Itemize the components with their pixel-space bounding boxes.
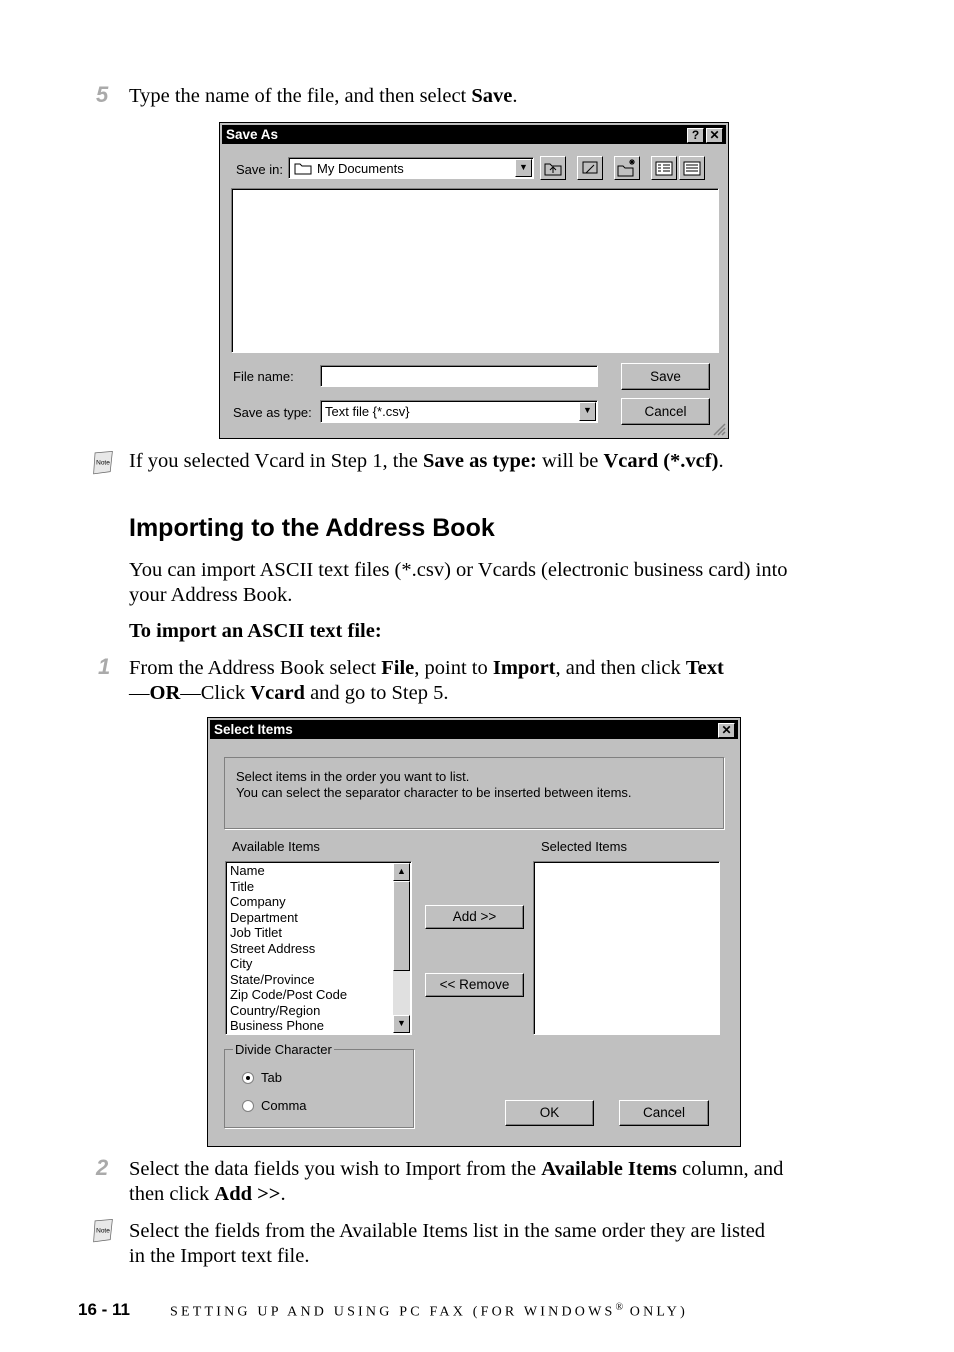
step2-text: Select the data fields you wish to Import from the Available Items column, and then click Add >>. <box>129 1158 784 1205</box>
radio-tab-label: Tab <box>261 1070 282 1085</box>
select-items-title: Select Items <box>214 722 293 737</box>
instruction-box <box>224 757 724 829</box>
select-items-titlebar <box>210 720 738 739</box>
save-button[interactable]: Save <box>621 363 710 390</box>
scroll-up-icon[interactable]: ▲ <box>393 863 410 881</box>
radio-comma-label: Comma <box>261 1098 307 1113</box>
list-item[interactable]: Title <box>230 878 255 894</box>
step-number-2: 2 <box>96 1155 109 1180</box>
step5-text: Type the name of the file, and then select Save. <box>129 85 518 107</box>
chevron-down-icon[interactable]: ▼ <box>579 402 596 421</box>
section-heading: Importing to the Address Book <box>129 514 495 542</box>
file-name-label: File name: <box>233 369 294 384</box>
radio-comma[interactable] <box>242 1100 254 1112</box>
save-in-label: Save in: <box>236 162 283 177</box>
intro-paragraph: You can import ASCII text files (*.csv) or Vcards (electronic business card) into your Address Book. <box>129 559 788 606</box>
instruction-line1: Select items in the order you want to list. <box>236 769 470 784</box>
list-item[interactable]: State/Province <box>230 971 315 987</box>
available-items-label: Available Items <box>232 839 320 854</box>
save-as-type-dropdown[interactable] <box>320 400 598 423</box>
selected-items-list[interactable] <box>533 861 720 1035</box>
page-number: 16 - 11 <box>78 1300 130 1319</box>
add-button[interactable]: Add >> <box>425 905 524 929</box>
folder-icon <box>294 161 312 175</box>
list-view-icon[interactable] <box>651 156 677 180</box>
chevron-down-icon[interactable]: ▼ <box>515 159 532 177</box>
up-folder-icon[interactable] <box>540 156 566 180</box>
instruction-line2: You can select the separator character to be inserted between items. <box>236 785 632 800</box>
radio-tab[interactable] <box>242 1072 254 1084</box>
close-button[interactable]: ✕ <box>706 128 723 143</box>
close-button[interactable]: ✕ <box>718 723 735 738</box>
select-items-dialog <box>207 717 741 1147</box>
list-item[interactable]: Country/Region <box>230 1002 321 1018</box>
details-view-icon[interactable] <box>679 156 705 180</box>
list-item[interactable]: Street Address <box>230 940 316 956</box>
list-item[interactable]: City <box>230 956 253 971</box>
list-item[interactable]: Zip Code/Post Code <box>230 987 348 1002</box>
save-as-type-label: Save as type: <box>233 405 312 420</box>
file-name-input[interactable] <box>320 365 598 387</box>
selected-items-label: Selected Items <box>541 839 627 854</box>
ok-button[interactable]: OK <box>505 1100 594 1126</box>
save-as-type-value: Text file {*.csv} <box>325 404 410 419</box>
save-as-titlebar <box>222 125 726 144</box>
save-in-dropdown[interactable] <box>288 157 534 179</box>
step1-text: From the Address Book select File, point to Import, and then click Text —OR—Click Vcard and go to Step 5. <box>129 657 724 704</box>
file-browser-area[interactable] <box>231 188 719 353</box>
cancel-button[interactable]: Cancel <box>621 398 710 425</box>
cancel-button[interactable]: Cancel <box>619 1100 709 1126</box>
list-item[interactable]: Job Titlet <box>230 925 283 940</box>
save-as-dialog <box>219 122 729 439</box>
scroll-down-icon[interactable]: ▼ <box>393 1015 410 1033</box>
resize-grip-icon[interactable] <box>712 422 726 436</box>
divide-character-label: Divide Character <box>235 1042 332 1057</box>
scrollbar[interactable] <box>393 863 410 1033</box>
list-item[interactable]: Department <box>230 909 298 925</box>
step-number-5: 5 <box>96 82 109 107</box>
remove-button[interactable]: << Remove <box>425 973 524 997</box>
note-icon-label: Note <box>96 459 110 467</box>
list-item[interactable]: Company <box>230 894 286 909</box>
footer-title: SETTING UP AND USING PC FAX (FOR WINDOWS® ONLY) <box>170 1302 688 1320</box>
note2-text: Select the fields from the Available Items list in the same order they are listed in the Import text file. <box>129 1220 766 1267</box>
save-in-value: My Documents <box>317 161 404 176</box>
divide-character-group <box>224 1042 414 1128</box>
note-icon-label: Note <box>96 1227 110 1235</box>
available-items-list[interactable] <box>225 861 412 1035</box>
save-as-title: Save As <box>226 127 279 142</box>
list-item[interactable]: Name <box>230 863 265 878</box>
desktop-icon[interactable] <box>577 156 603 180</box>
subheading: To import an ASCII text file: <box>129 620 382 642</box>
step-number-1: 1 <box>98 654 111 679</box>
scrollbar-thumb[interactable] <box>393 881 410 971</box>
help-button[interactable]: ? <box>687 128 704 143</box>
note1-text: If you selected Vcard in Step 1, the Save as type: will be Vcard (*.vcf). <box>129 450 724 472</box>
new-folder-icon[interactable] <box>614 156 640 180</box>
note-icon <box>88 450 118 476</box>
list-item[interactable]: Business Phone <box>230 1018 324 1033</box>
note-icon <box>88 1218 118 1244</box>
